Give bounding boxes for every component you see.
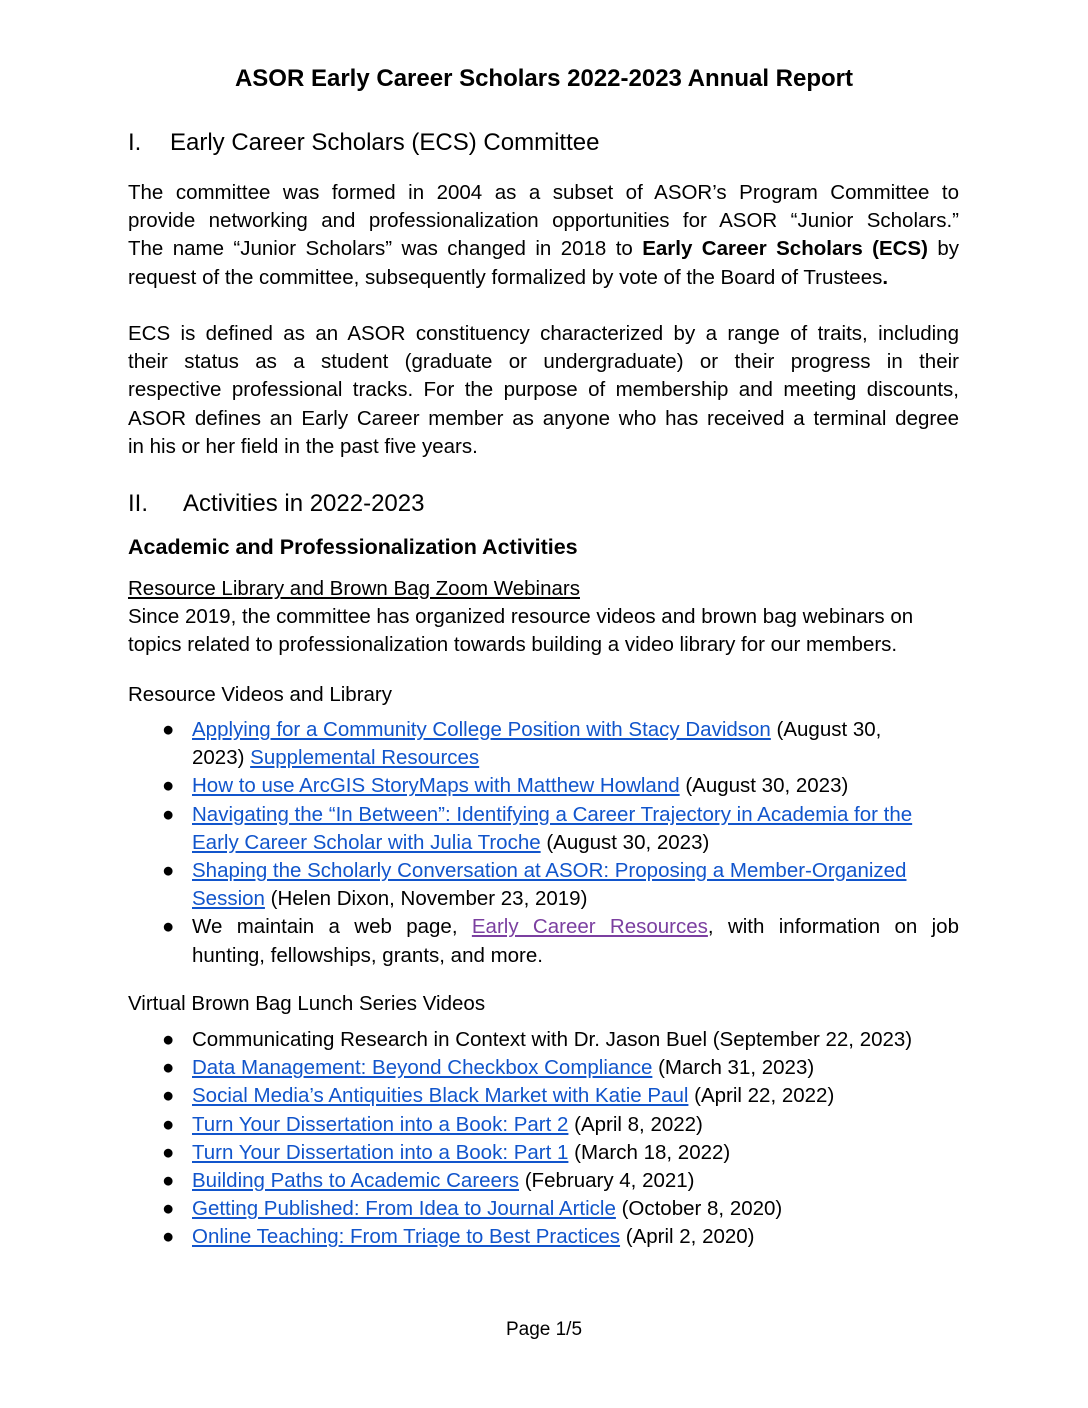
bullet-icon: ● [162,1084,175,1108]
resource-videos-label: Resource Videos and Library [128,683,392,706]
antiquities-black-market-link[interactable]: Social Media’s Antiquities Black Market with Katie Paul [192,1084,689,1108]
community-college-link[interactable]: Applying for a Community College Position with Stacy Davidson [192,718,771,741]
section-2-title: Activities in 2022-2023 [183,490,425,517]
list-item-line [192,801,959,829]
list-item [128,1167,959,1195]
list-item-line [192,1139,959,1167]
list-item [128,1082,959,1110]
early-career-resources-link[interactable]: Early Career Resources [471,915,708,939]
online-teaching-link[interactable]: Online Teaching: From Triage to Best Practices [192,1225,621,1249]
para-line: ASOR defines an Early Career member as anyone who has received a terminal degree [128,406,959,430]
para-line: their status as a student (graduate or undergraduate) or their progress in their [128,350,959,374]
item-date: (August 30, 2023) [540,830,710,854]
list-item-line [192,857,959,885]
bullet-icon: ● [162,1140,175,1164]
ecs-intro-paragraph [128,179,959,292]
bullet-icon: ● [162,859,175,883]
list-item [128,801,959,857]
bullet-icon: ● [162,1197,175,1221]
library-paragraph [128,575,959,660]
para-line: The committee was formed in 2004 as a subset of ASOR’s Program Committee to [128,181,959,204]
library-title: Resource Library and Brown Bag Zoom Webinars [128,577,580,600]
list-item [128,716,959,772]
list-item [128,772,959,800]
para-line: Since 2019, the committee has organized resource videos and brown bag webinars on [128,605,914,629]
getting-published-link[interactable]: Getting Published: From Idea to Journal Article [192,1197,616,1221]
bullet-icon: ● [162,718,175,741]
dissertation-book-part-1-link[interactable]: Turn Your Dissertation into a Book: Part 1 [192,1140,569,1164]
text-run: by [927,237,959,261]
bullet-icon: ● [162,802,175,826]
document-title: ASOR Early Career Scholars 2022-2023 Annual Report [234,65,854,92]
bold-period: . [882,265,889,289]
supplemental-resources-link[interactable]: Supplemental Resources [250,746,480,770]
bullet-icon: ● [162,774,175,798]
para-line: provide networking and professionalization opportunities for ASOR “Junior Scholars.” [128,209,959,233]
list-item-line [192,1111,959,1139]
list-item-line [192,913,959,941]
para-line: in his or her field in the past five years. [128,434,478,458]
para-line: topics related to professionalization towards building a video library for our members. [128,633,898,657]
ecs-definition-paragraph [128,320,959,461]
para-line [128,264,959,292]
list-item [128,1054,959,1082]
item-date: (February 4, 2021) [519,1169,695,1193]
item-date: (March 31, 2023) [652,1056,815,1080]
list-item-line [192,1223,959,1251]
para-line: ECS is defined as an ASOR constituency characterized by a range of traits, including [128,322,959,345]
item-date: (April 8, 2022) [568,1112,703,1136]
para-line [128,235,959,263]
section-2-number: II. [128,490,149,517]
navigating-in-between-link[interactable]: Navigating the “In Between”: Identifying a Career Trajectory in Academia for the [192,802,913,826]
list-item [128,1139,959,1167]
list-item-line [192,1082,959,1110]
video-item-text: Communicating Research in Context with Dr. Jason Buel (September 22, 2023) [192,1028,913,1051]
item-date: (April 2, 2020) [620,1225,755,1249]
page-number: Page 1/5 [505,1319,583,1340]
list-item [128,1111,959,1139]
item-date: (October 8, 2020) [615,1197,783,1221]
bullet-icon: ● [162,1028,175,1051]
scholarly-conversation-link[interactable]: Shaping the Scholarly Conversation at ASOR: Proposing a Member-Organized [192,859,907,883]
ecs-bold-term: Early Career Scholars (ECS) [642,237,928,261]
navigating-in-between-link-cont[interactable]: Early Career Scholar with Julia Troche [192,830,541,854]
activities-subheading: Academic and Professionalization Activities [128,535,578,559]
item-date: (March 18, 2022) [568,1140,731,1164]
list-item [128,1026,959,1054]
list-item [128,913,959,969]
bullet-icon: ● [162,1225,175,1249]
list-item-line [192,1054,959,1082]
text-run: request of the committee, subsequently formalized by vote of the Board of Trustees [128,265,883,289]
list-item-line [192,744,959,772]
list-item-line [192,1195,959,1223]
brown-bag-video-list [128,1026,959,1252]
list-item [128,1223,959,1251]
item-date: (August 30, 2023) [679,774,849,798]
data-management-link[interactable]: Data Management: Beyond Checkbox Compliance [192,1056,653,1080]
academic-careers-link[interactable]: Building Paths to Academic Careers [192,1169,520,1193]
list-item-line: hunting, fellowships, grants, and more. [192,943,543,967]
item-date: 2023) [192,746,251,770]
scholarly-conversation-link-cont[interactable]: Session [192,887,265,911]
dissertation-book-part-2-link[interactable]: Turn Your Dissertation into a Book: Part 2 [192,1112,569,1136]
list-item-line [192,716,959,744]
text-run: We maintain a web page, [192,915,472,939]
item-date: (Helen Dixon, November 23, 2019) [264,887,588,911]
bullet-icon: ● [162,1112,175,1136]
section-2-heading [128,488,424,520]
section-1-heading [128,127,599,159]
brown-bag-label: Virtual Brown Bag Lunch Series Videos [128,992,486,1015]
item-date: (April 22, 2022) [688,1084,835,1108]
bullet-icon: ● [162,915,175,939]
list-item [128,857,959,913]
list-item-line [192,1167,959,1195]
list-item-line [192,885,959,913]
bullet-icon: ● [162,1056,175,1080]
section-1-title: Early Career Scholars (ECS) Committee [170,129,600,156]
list-item [128,1195,959,1223]
item-date: (August 30, [770,718,882,741]
list-item-line [192,829,959,857]
text-run: , with information on job [707,915,959,939]
para-line: respective professional tracks. For the purpose of membership and meeting discounts, [128,378,959,402]
arcgis-storymaps-link[interactable]: How to use ArcGIS StoryMaps with Matthew Howland [192,774,680,798]
section-1-number: I. [128,129,142,156]
resource-list [128,716,959,970]
list-item-line [192,772,959,800]
bullet-icon: ● [162,1169,175,1193]
text-run: The name “Junior Scholars” was changed in 2018 to [128,237,643,261]
